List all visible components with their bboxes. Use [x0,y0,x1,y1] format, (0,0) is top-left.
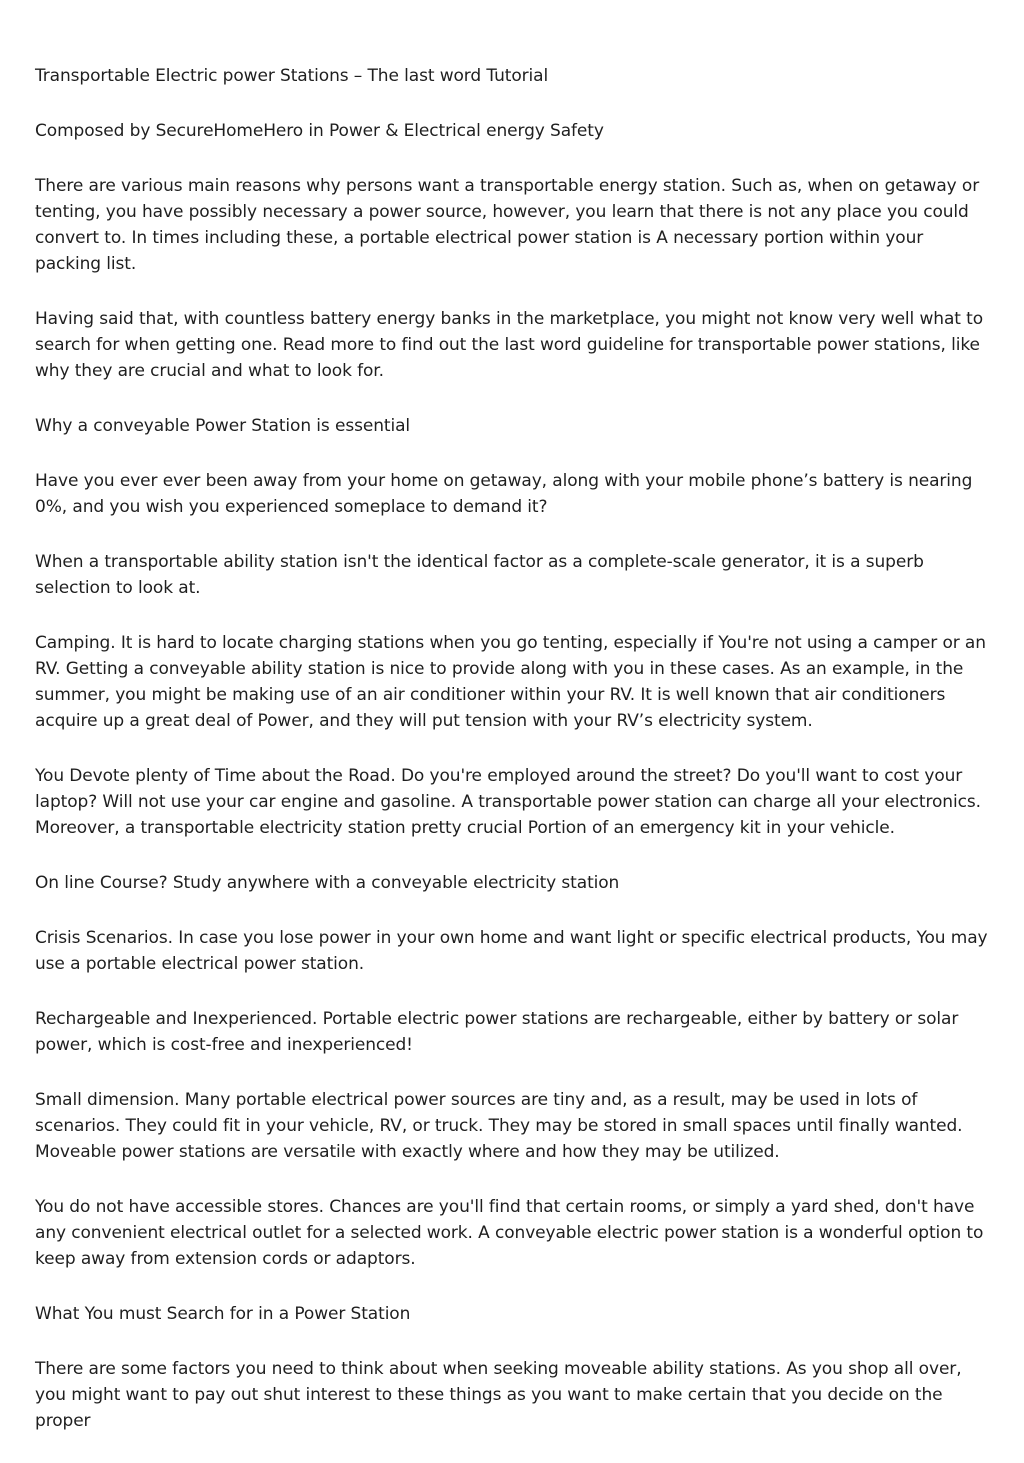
byline: Composed by SecureHomeHero in Power & Electrical energy Safety [35,121,604,141]
paragraph: Have you ever ever been away from your home on getaway, along with your mobile phone’s battery is nearing 0%, and you wish you experienced someplace to demand it? [35,471,973,517]
document-title: Transportable Electric power Stations – The last word Tutorial [35,66,549,86]
paragraph: When a transportable ability station isn't the identical factor as a complete-scale generator, it is a superb selection to look at. [35,552,924,598]
paragraph: You do not have accessible stores. Chances are you'll find that certain rooms, or simply a yard shed, don't have any convenient electrical outlet for a selected work. A conveyable electric power station is a wonderful option to keep away from extension cords or adaptors. [35,1197,984,1269]
section-heading: What You must Search for in a Power Station [35,1304,411,1324]
paragraph: Having said that, with countless battery energy banks in the marketplace, you might not know very well what to search for when getting one. Read more to find out the last word guideline for transportable power stations, like why they are crucial and what to look for. [35,309,984,381]
paragraph: Crisis Scenarios. In case you lose power in your own home and want light or specific electrical products, You may use a portable electrical power station. [35,928,988,974]
paragraph: On line Course? Study anywhere with a conveyable electricity station [35,873,620,893]
paragraph: Small dimension. Many portable electrical power sources are tiny and, as a result, may be used in lots of scenarios. They could fit in your vehicle, RV, or truck. They may be stored in small spaces until finally wanted. Moveable power stations are versatile with exactly where and how they may be utilized. [35,1090,963,1162]
paragraph: Camping. It is hard to locate charging stations when you go tenting, especially if You're not using a camper or an RV. Getting a conveyable ability station is nice to provide along with you in these cases. As an example, in the summer, you might be making use of an air conditioner within your RV. It is well known that air conditioners acquire up a great deal of Power, and they will put tension with your RV’s electricity system. [35,633,986,731]
paragraph: You Devote plenty of Time about the Road. Do you're employed around the street? Do you'll want to cost your laptop? Will not use your car engine and gasoline. A transportable power station can charge all your electronics. Moreover, a transportable electricity station pretty crucial Portion of an emergency kit in your vehicle. [35,766,981,838]
document-page [35,63,993,1463]
paragraph: Rechargeable and Inexperienced. Portable electric power stations are rechargeable, either by battery or solar power, which is cost-free and inexperienced! [35,1009,959,1055]
paragraph: There are some factors you need to think about when seeking moveable ability stations. As you shop all over, you might want to pay out shut interest to these things as you want to make certain that you decide on the proper [35,1359,962,1431]
paragraph: There are various main reasons why persons want a transportable energy station. Such as, when on getaway or tenting, you have possibly necessary a power source, however, you learn that there is not any place you could convert to. In times including these, a portable electrical power station is A necessary portion within your packing list. [35,176,980,274]
section-heading: Why a conveyable Power Station is essential [35,416,411,436]
